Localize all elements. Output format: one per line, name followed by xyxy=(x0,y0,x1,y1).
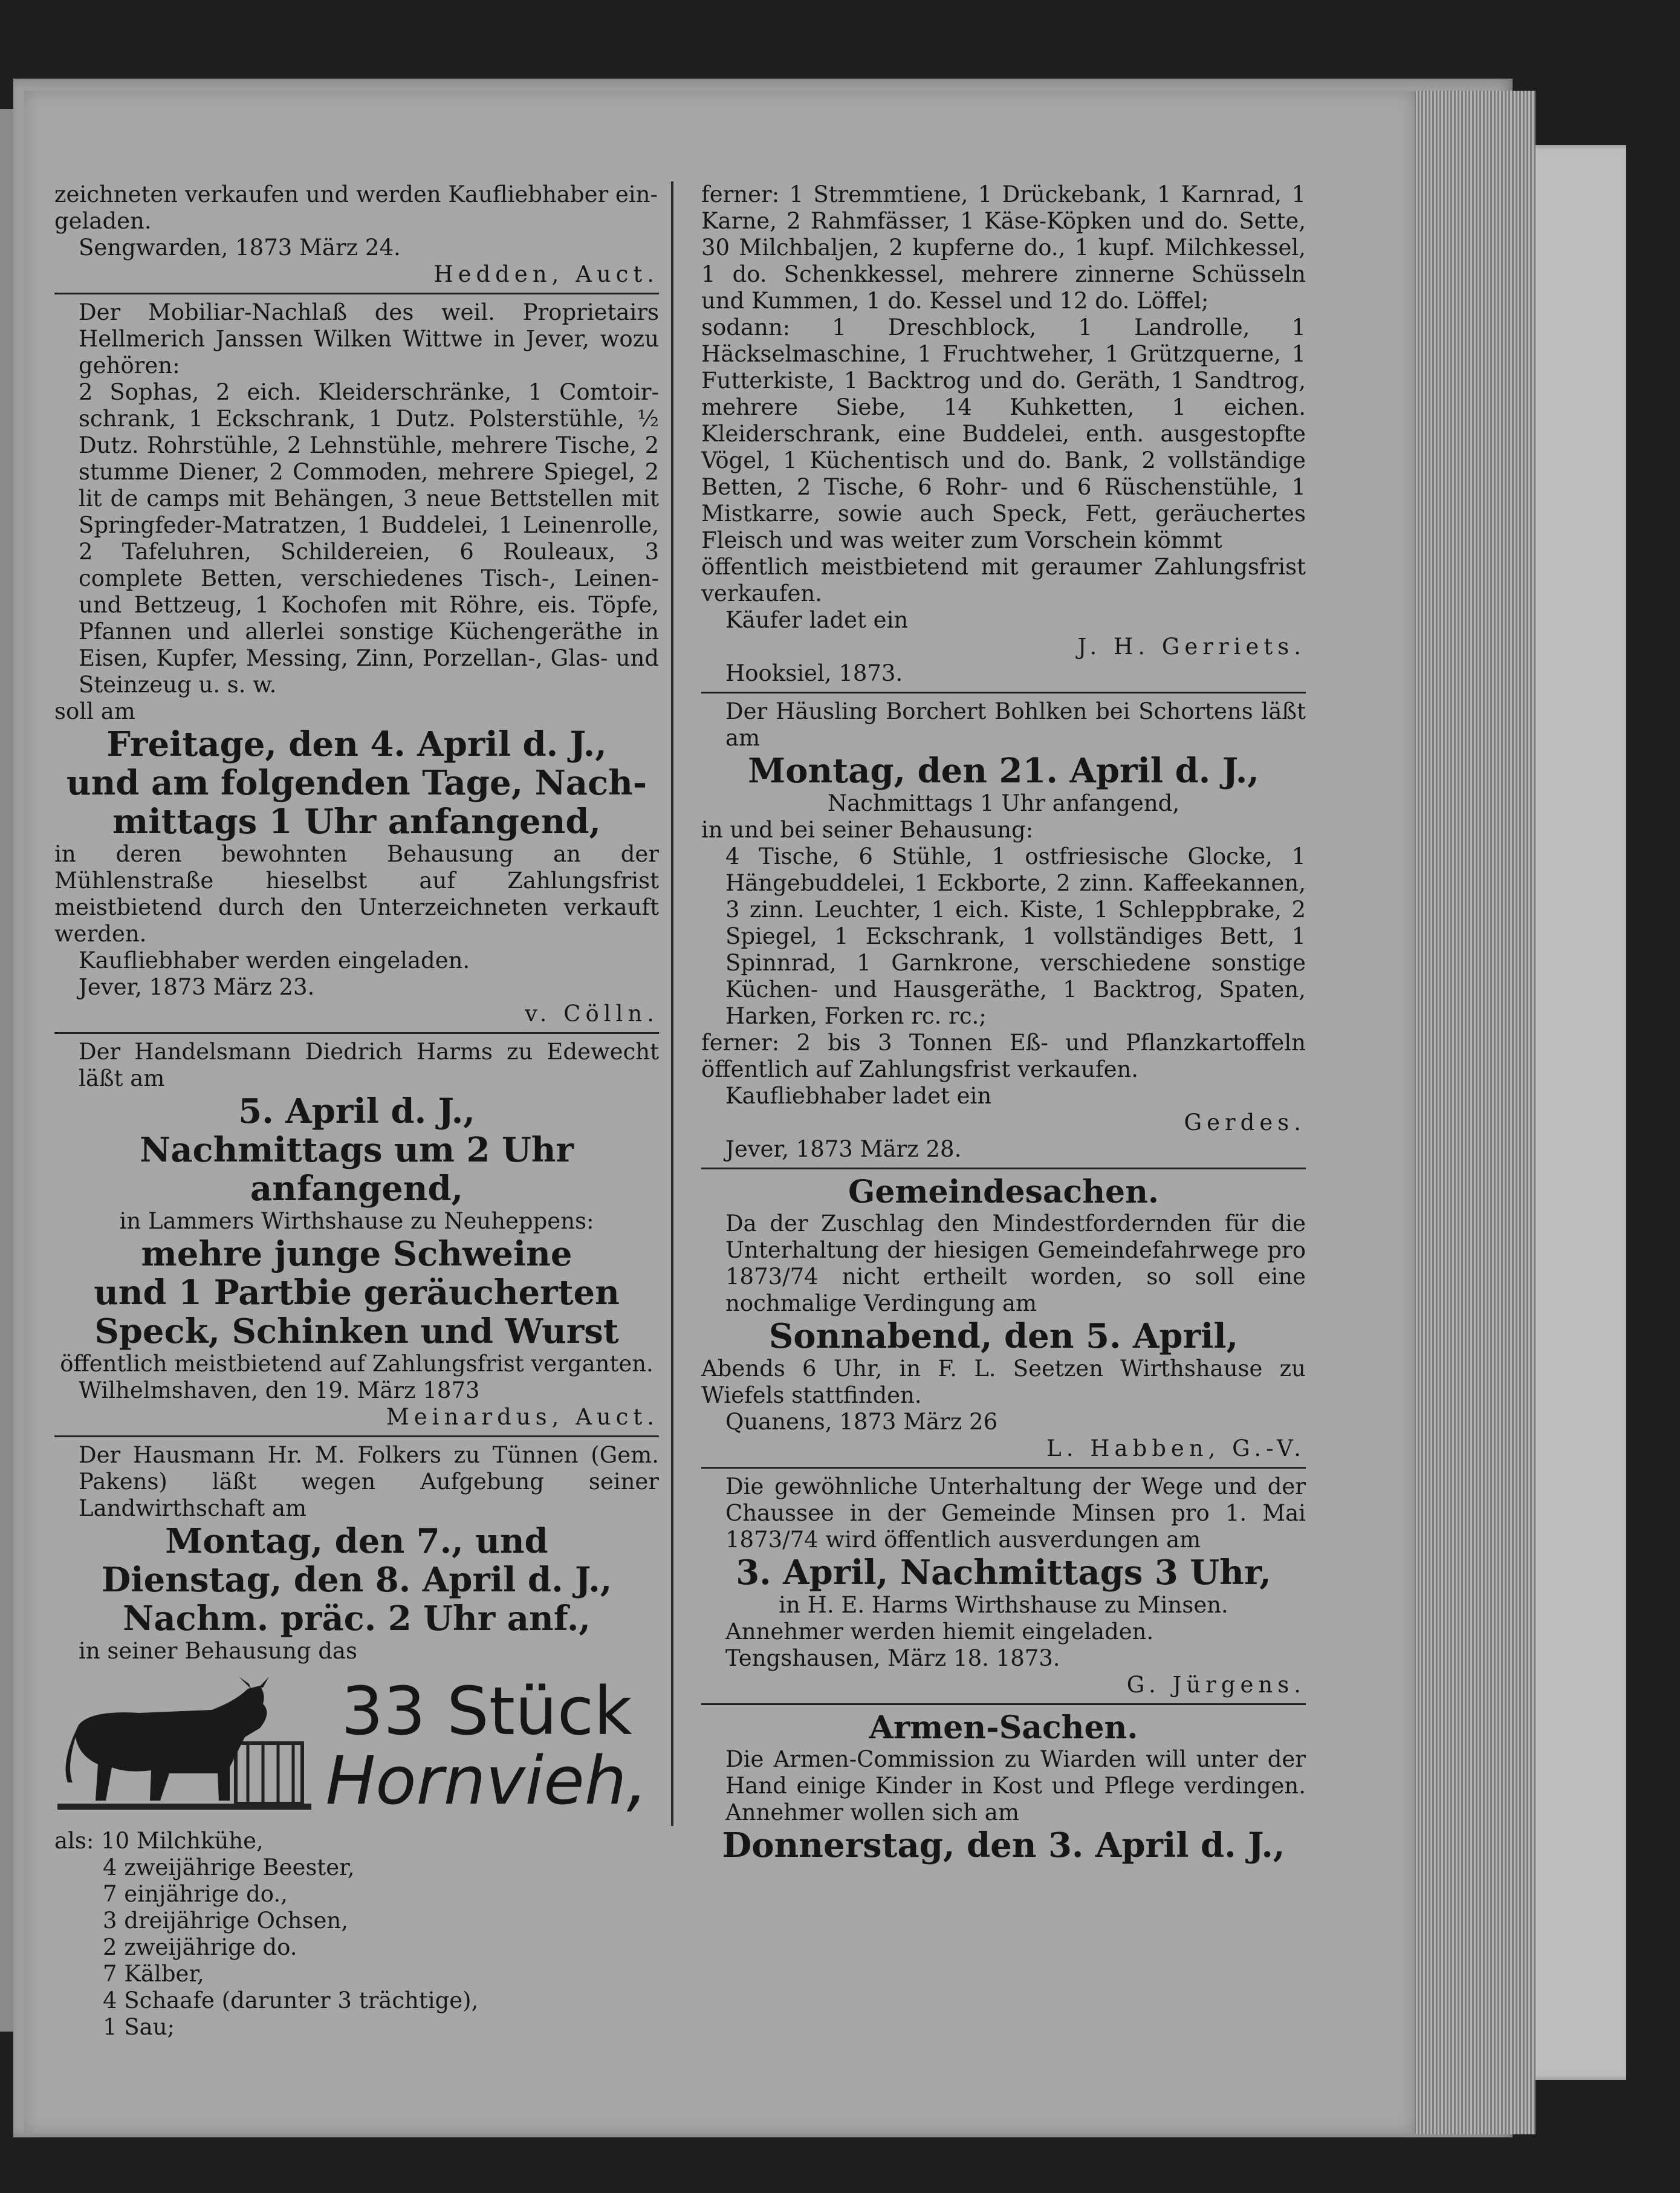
livestock-item: 7 einjährige do., xyxy=(103,1881,288,1907)
ad-text: zeichneten verkaufen und werden Kaufliebhaber ein- xyxy=(54,181,658,207)
ad-signature: L. Habben, G.-V. xyxy=(1046,1435,1306,1461)
ad-headline: 3. April, Nachmittags 3 Uhr, xyxy=(736,1553,1271,1593)
ad-gerriets xyxy=(701,181,1306,687)
livestock-item: 7 Kälber, xyxy=(103,1961,204,1987)
ad-folkers xyxy=(54,1442,659,2041)
ad-body: öffentlich meistbietend mit geraumer Zahlungsfrist verkaufen. xyxy=(701,554,1306,606)
section-heading: Gemeindesachen. xyxy=(848,1174,1159,1210)
ad-date: Jever, 1873 März 28. xyxy=(725,1136,962,1162)
divider xyxy=(701,1703,1306,1705)
livestock-item: 1 Sau; xyxy=(103,2014,175,2040)
ad-text: geladen. xyxy=(54,208,152,234)
ad-signature: G. Jürgens. xyxy=(1126,1672,1306,1698)
ad-signature: Meinardus, Auct. xyxy=(386,1404,659,1430)
ad-headline: 5. April d. J., xyxy=(238,1091,475,1131)
cattle-heading xyxy=(314,1672,659,1819)
ad-hedden xyxy=(54,181,659,288)
ad-place: in seiner Behausung das xyxy=(79,1638,357,1664)
book-cover xyxy=(1523,145,1626,2080)
ad-nachlass xyxy=(54,299,659,1027)
cow-illustration-icon xyxy=(54,1677,314,1816)
ad-place: in H. E. Harms Wirthshause zu Minsen. xyxy=(779,1592,1228,1618)
livestock-item: 4 zweijährige Beester, xyxy=(103,1854,355,1880)
column-divider xyxy=(671,181,673,1826)
ad-date: Wilhelmshaven, den 19. März 1873 xyxy=(79,1377,480,1403)
ad-headline: Montag, den 7., und xyxy=(165,1521,548,1561)
ad-headline: Montag, den 21. April d. J., xyxy=(748,751,1259,791)
ad-body: Die Armen-Commission zu Wiarden will unter der Hand einige Kinder in Kost und Pflege verdingen. Annehmer wollen sich am xyxy=(725,1746,1306,1825)
livestock-item: 3 dreijährige Ochsen, xyxy=(103,1908,348,1934)
ad-place: Abends 6 Uhr, in F. L. Seetzen Wirthshause zu Wiefels stattfinden. xyxy=(701,1356,1306,1408)
section-gemeindesachen xyxy=(701,1174,1306,1462)
ad-invite: Annehmer werden hiemit eingeladen. xyxy=(725,1619,1154,1645)
section-heading: Armen-Sachen. xyxy=(869,1709,1138,1746)
ad-signature: Gerdes. xyxy=(1184,1109,1306,1135)
divider xyxy=(701,692,1306,694)
ad-headline: und 1 Partbie geräucherten xyxy=(94,1273,620,1313)
ad-headline: Sonnabend, den 5. April, xyxy=(768,1316,1239,1356)
cattle-banner xyxy=(54,1671,659,1822)
ad-headline: mehre junge Schweine xyxy=(141,1234,572,1274)
ad-headline: Donnerstag, den 3. April d. J., xyxy=(722,1825,1285,1865)
ad-body: Da der Zuschlag den Mindestfordernden für die Unterhaltung der hiesigen Gemeindefahrwege pro 1873/74 nicht ertheilt worden, so soll eine nochmalige Verdingung am xyxy=(725,1210,1306,1316)
ad-headline: Nachmittags um 2 Uhr anfangend, xyxy=(140,1130,574,1209)
ad-headline: mittags 1 Uhr anfangend, xyxy=(112,802,601,842)
divider xyxy=(54,293,659,294)
ad-invite: Kaufliebhaber werden eingeladen. xyxy=(79,947,470,973)
ad-signature: J. H. Gerriets. xyxy=(1077,634,1306,660)
ad-harms xyxy=(54,1039,659,1431)
ad-body: ferner: 2 bis 3 Tonnen Eß- und Pflanzkartoffeln öffentlich auf Zahlungsfrist verkaufen. xyxy=(701,1030,1306,1082)
ad-invite: Käufer ladet ein xyxy=(725,607,909,633)
ad-place: in Lammers Wirthshause zu Neuheppens: xyxy=(119,1208,594,1234)
ad-text: soll am xyxy=(54,698,135,724)
ad-headline: Nachm. präc. 2 Uhr anf., xyxy=(123,1599,591,1639)
ad-date: Jever, 1873 März 23. xyxy=(79,974,315,1000)
ad-minsen xyxy=(701,1473,1306,1698)
ad-date: Sengwarden, 1873 März 24. xyxy=(79,235,401,261)
ad-date: Hooksiel, 1873. xyxy=(725,660,903,686)
cattle-count: 33 Stück xyxy=(341,1672,632,1750)
ad-body: öffentlich meistbietend auf Zahlungsfrist verganten. xyxy=(60,1351,654,1377)
ad-headline: und am folgenden Tage, Nach- xyxy=(66,763,647,803)
page-edges xyxy=(1409,91,1536,2134)
ad-intro: Der Mobiliar-Nachlaß des weil. Proprietairs Hellmerich Janssen Wilken Wittwe in Jever, wozu gehören: xyxy=(79,299,659,378)
ad-signature: v. Cölln. xyxy=(525,1001,659,1027)
left-column xyxy=(54,181,659,2041)
ad-items: 2 Sophas, 2 eich. Kleiderschränke, 1 Comtoir-schrank, 1 Eckschrank, 1 Dutz. Polsterstühle, ½ Dutz. Rohrstühle, 2 Lehnstühle, mehrere Tische, 2 stumme Diener, 2 Commoden, mehrere Spiegel, 2 lit de camps mit Behängen, 3 neue Bettstellen mit Springfeder-Matratzen, 1 Buddelei, 1 Leinenrolle, 2 Tafeluhren, Schildereien, 6 Rouleaux, 3 complete Betten, verschiedenes Tisch-, Leinen- und Bettzeug, 1 Kochofen mit Röhre, eis. Töpfe, Pfannen und allerlei sonstige Küchengeräthe in Eisen, Kupfer, Messing, Zinn, Porzellan-, Glas- und Steinzeug u. s. w. xyxy=(79,379,659,698)
ad-items: 4 Tische, 6 Stühle, 1 ostfriesische Glocke, 1 Hängebuddelei, 1 Eckborte, 2 zinn. Kaffeekannen, 3 zinn. Leuchter, 1 eich. Kiste, 1 Schleppbrake, 2 Spiegel, 1 Eckschrank, 1 vollständiges Bett, 1 Spinnrad, 1 Garnkrone, verschiedene sonstige Küchen- und Hausgeräthe, 1 Backtrog, Spaten, Harken, Forken rc. rc.; xyxy=(725,843,1306,1029)
ad-intro: Der Handelsmann Diedrich Harms zu Edewecht läßt am xyxy=(79,1039,659,1091)
ad-headline: Dienstag, den 8. April d. J., xyxy=(101,1560,612,1600)
ad-date: Quanens, 1873 März 26 xyxy=(725,1409,998,1435)
ad-bohlken xyxy=(701,698,1306,1163)
ad-invite: Kaufliebhaber ladet ein xyxy=(725,1083,992,1109)
ad-date: Tengshausen, März 18. 1873. xyxy=(725,1645,1060,1671)
ad-body: Die gewöhnliche Unterhaltung der Wege und der Chaussee in der Gemeinde Minsen pro 1. Mai 1873/74 wird öffentlich ausverdungen am xyxy=(725,1473,1306,1553)
ad-intro: Der Hausmann Hr. M. Folkers zu Tünnen (Gem. Pakens) läßt wegen Aufgebung seiner Landwirthschaft am xyxy=(79,1442,659,1521)
livestock-item: 2 zweijährige do. xyxy=(103,1934,297,1960)
right-column xyxy=(701,181,1306,1865)
divider xyxy=(54,1032,659,1034)
ad-body: in deren bewohnten Behausung an der Mühlenstraße hieselbst auf Zahlungsfrist meistbietend durch den Unterzeichneten verkauft werden. xyxy=(54,841,659,947)
ad-items: ferner: 1 Stremmtiene, 1 Drückebank, 1 Karnrad, 1 Karne, 2 Rahmfässer, 1 Käse-Köpken und do. Sette, 30 Milchbaljen, 2 kupferne do., 1 kupf. Milchkessel, 1 do. Schenkkessel, mehrere zinnerne Schüsseln und Kummen, 1 do. Kessel und 12 do. Löffel; xyxy=(701,181,1306,314)
divider xyxy=(701,1168,1306,1169)
ad-intro: Der Häusling Borchert Bohlken bei Schortens läßt am xyxy=(725,698,1306,751)
ad-time: Nachmittags 1 Uhr anfangend, xyxy=(827,790,1180,816)
divider xyxy=(701,1467,1306,1469)
ad-items: sodann: 1 Dreschblock, 1 Landrolle, 1 Häckselmaschine, 1 Fruchtweher, 1 Grützquerne, 1 Futterkiste, 1 Backtrog und do. Geräth, 1 Sandtrog, mehrere Siebe, 14 Kuhketten, 1 eichen. Kleiderschrank, eine Buddelei, enth. ausgestopfte Vögel, 1 Küchentisch und do. Bank, 2 vollständige Betten, 2 Tische, 6 Rohr- und 6 Rüschenstühle, 1 Mistkarre, sowie auch Speck, Fett, geräuchertes Fleisch und was weiter zum Vorschein kömmt xyxy=(701,314,1306,553)
ad-place: in und bei seiner Behausung: xyxy=(701,817,1034,843)
divider xyxy=(54,1435,659,1437)
cattle-label: Hornvieh, xyxy=(325,1742,648,1819)
ad-signature: Hedden, Auct. xyxy=(433,261,659,287)
livestock-item: 4 Schaafe (darunter 3 trächtige), xyxy=(103,1987,479,2013)
ad-headline: Freitage, den 4. April d. J., xyxy=(106,724,607,764)
ad-headline: Speck, Schinken und Wurst xyxy=(94,1311,619,1351)
livestock-item: als: 10 Milchkühe, xyxy=(54,1828,264,1854)
section-armen-sachen xyxy=(701,1710,1306,1865)
